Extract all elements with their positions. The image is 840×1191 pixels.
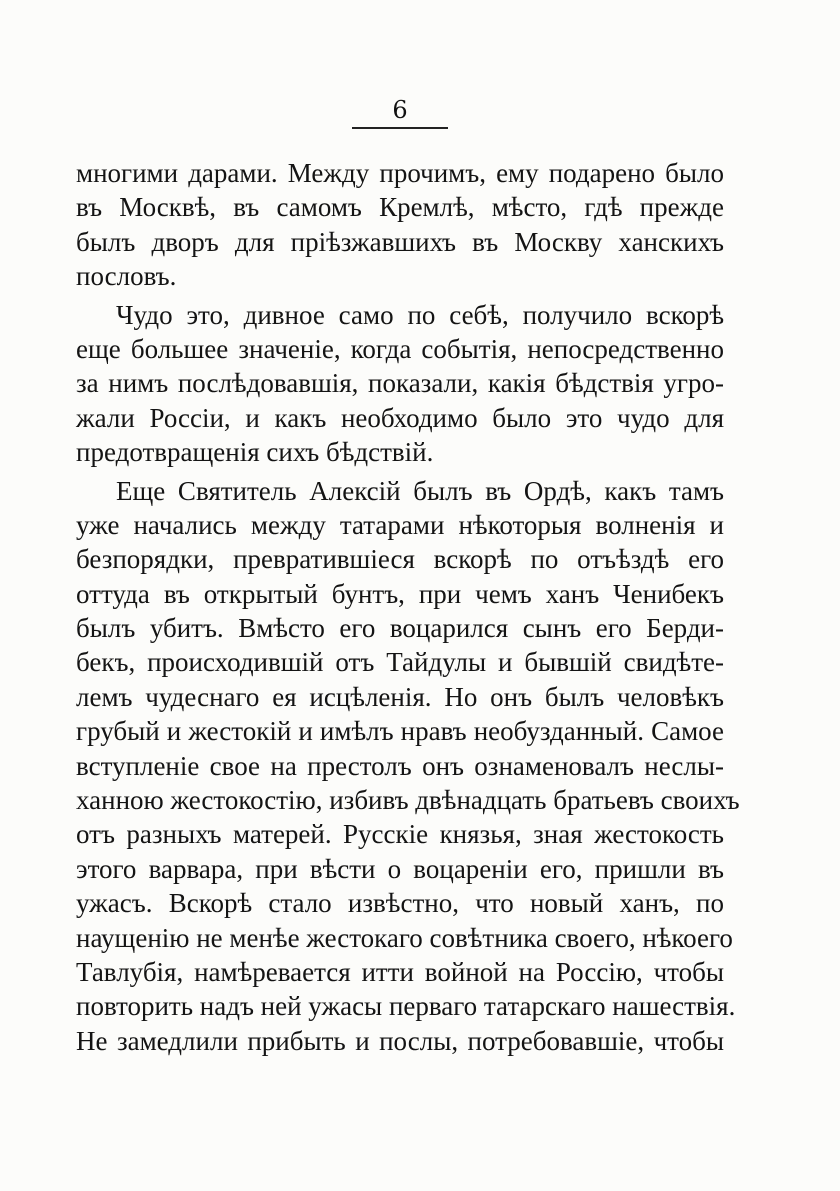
text-line: ханною жестокостію, избивъ двѣнадцать братьевъ своихъ [76,785,740,816]
text-line: Еще Святитель Алексій былъ въ Ордѣ, какъ тамъ [116,475,724,506]
text-line: грубый и жестокій и имѣлъ нравъ необузданный. Самое [76,716,724,747]
text-line: отъ разныхъ матерей. Русскіе князья, зная жестокость [76,819,724,850]
paragraph [76,298,724,470]
text-line: уже начались между татарами нѣкоторыя волненія и [76,509,724,540]
text-line: Чудо это, дивное само по себѣ, получило вскорѣ [116,299,724,330]
text-line: ужасъ. Вскорѣ стало извѣстно, что новый ханъ, по [76,888,724,919]
paragraph [76,474,740,1059]
paragraph [76,156,724,294]
text-line: бекъ, происходившій отъ Тайдулы и бывшій свидѣте- [76,647,724,678]
body-text [76,156,740,1062]
page-number: 6 [392,96,408,124]
text-line: безпорядки, превратившіеся вскорѣ по отъѣздѣ его [76,544,724,575]
text-line: вступленіе свое на престолъ онъ ознаменовалъ неслы- [76,750,724,781]
text-line: пословъ. [76,261,177,292]
text-line: жали Россіи, и какъ необходимо было это чудо для [76,402,724,433]
text-line: Тавлубія, намѣревается итти войной на Россію, чтобы [76,956,724,987]
text-line: былъ убитъ. Вмѣсто его воцарился сынъ его Берди- [76,613,724,644]
text-line: лемъ чудеснаго ея исцѣленія. Но онъ былъ человѣкъ [76,681,724,712]
text-line: былъ дворъ для пріѣзжавшихъ въ Москву ханскихъ [76,226,724,257]
text-line: предотвращенія сихъ бѣдствій. [76,437,434,468]
text-line: многими дарами. Между прочимъ, ему подарено было [76,158,724,188]
text-line: еще большее значеніе, когда событія, непосредственно [76,333,724,364]
text-line: оттуда въ открытый бунтъ, при чемъ ханъ Ченибекъ [76,578,724,609]
text-line: наущенію не менѣе жестокаго совѣтника своего, нѣкоего [76,922,733,953]
text-line: этого варвара, при вѣсти о воцареніи его, пришли въ [76,853,724,884]
text-line: Не замедлили прибыть и послы, потребовавшіе, чтобы [76,1025,724,1056]
text-line: въ Москвѣ, въ самомъ Кремлѣ, мѣсто, гдѣ прежде [76,192,724,223]
text-line: повторить надъ ней ужасы перваго татарскаго нашествія. [76,991,736,1022]
header-rule [352,127,448,129]
text-line: за нимъ послѣдовавшія, показали, какія бѣдствія угро- [76,368,724,399]
